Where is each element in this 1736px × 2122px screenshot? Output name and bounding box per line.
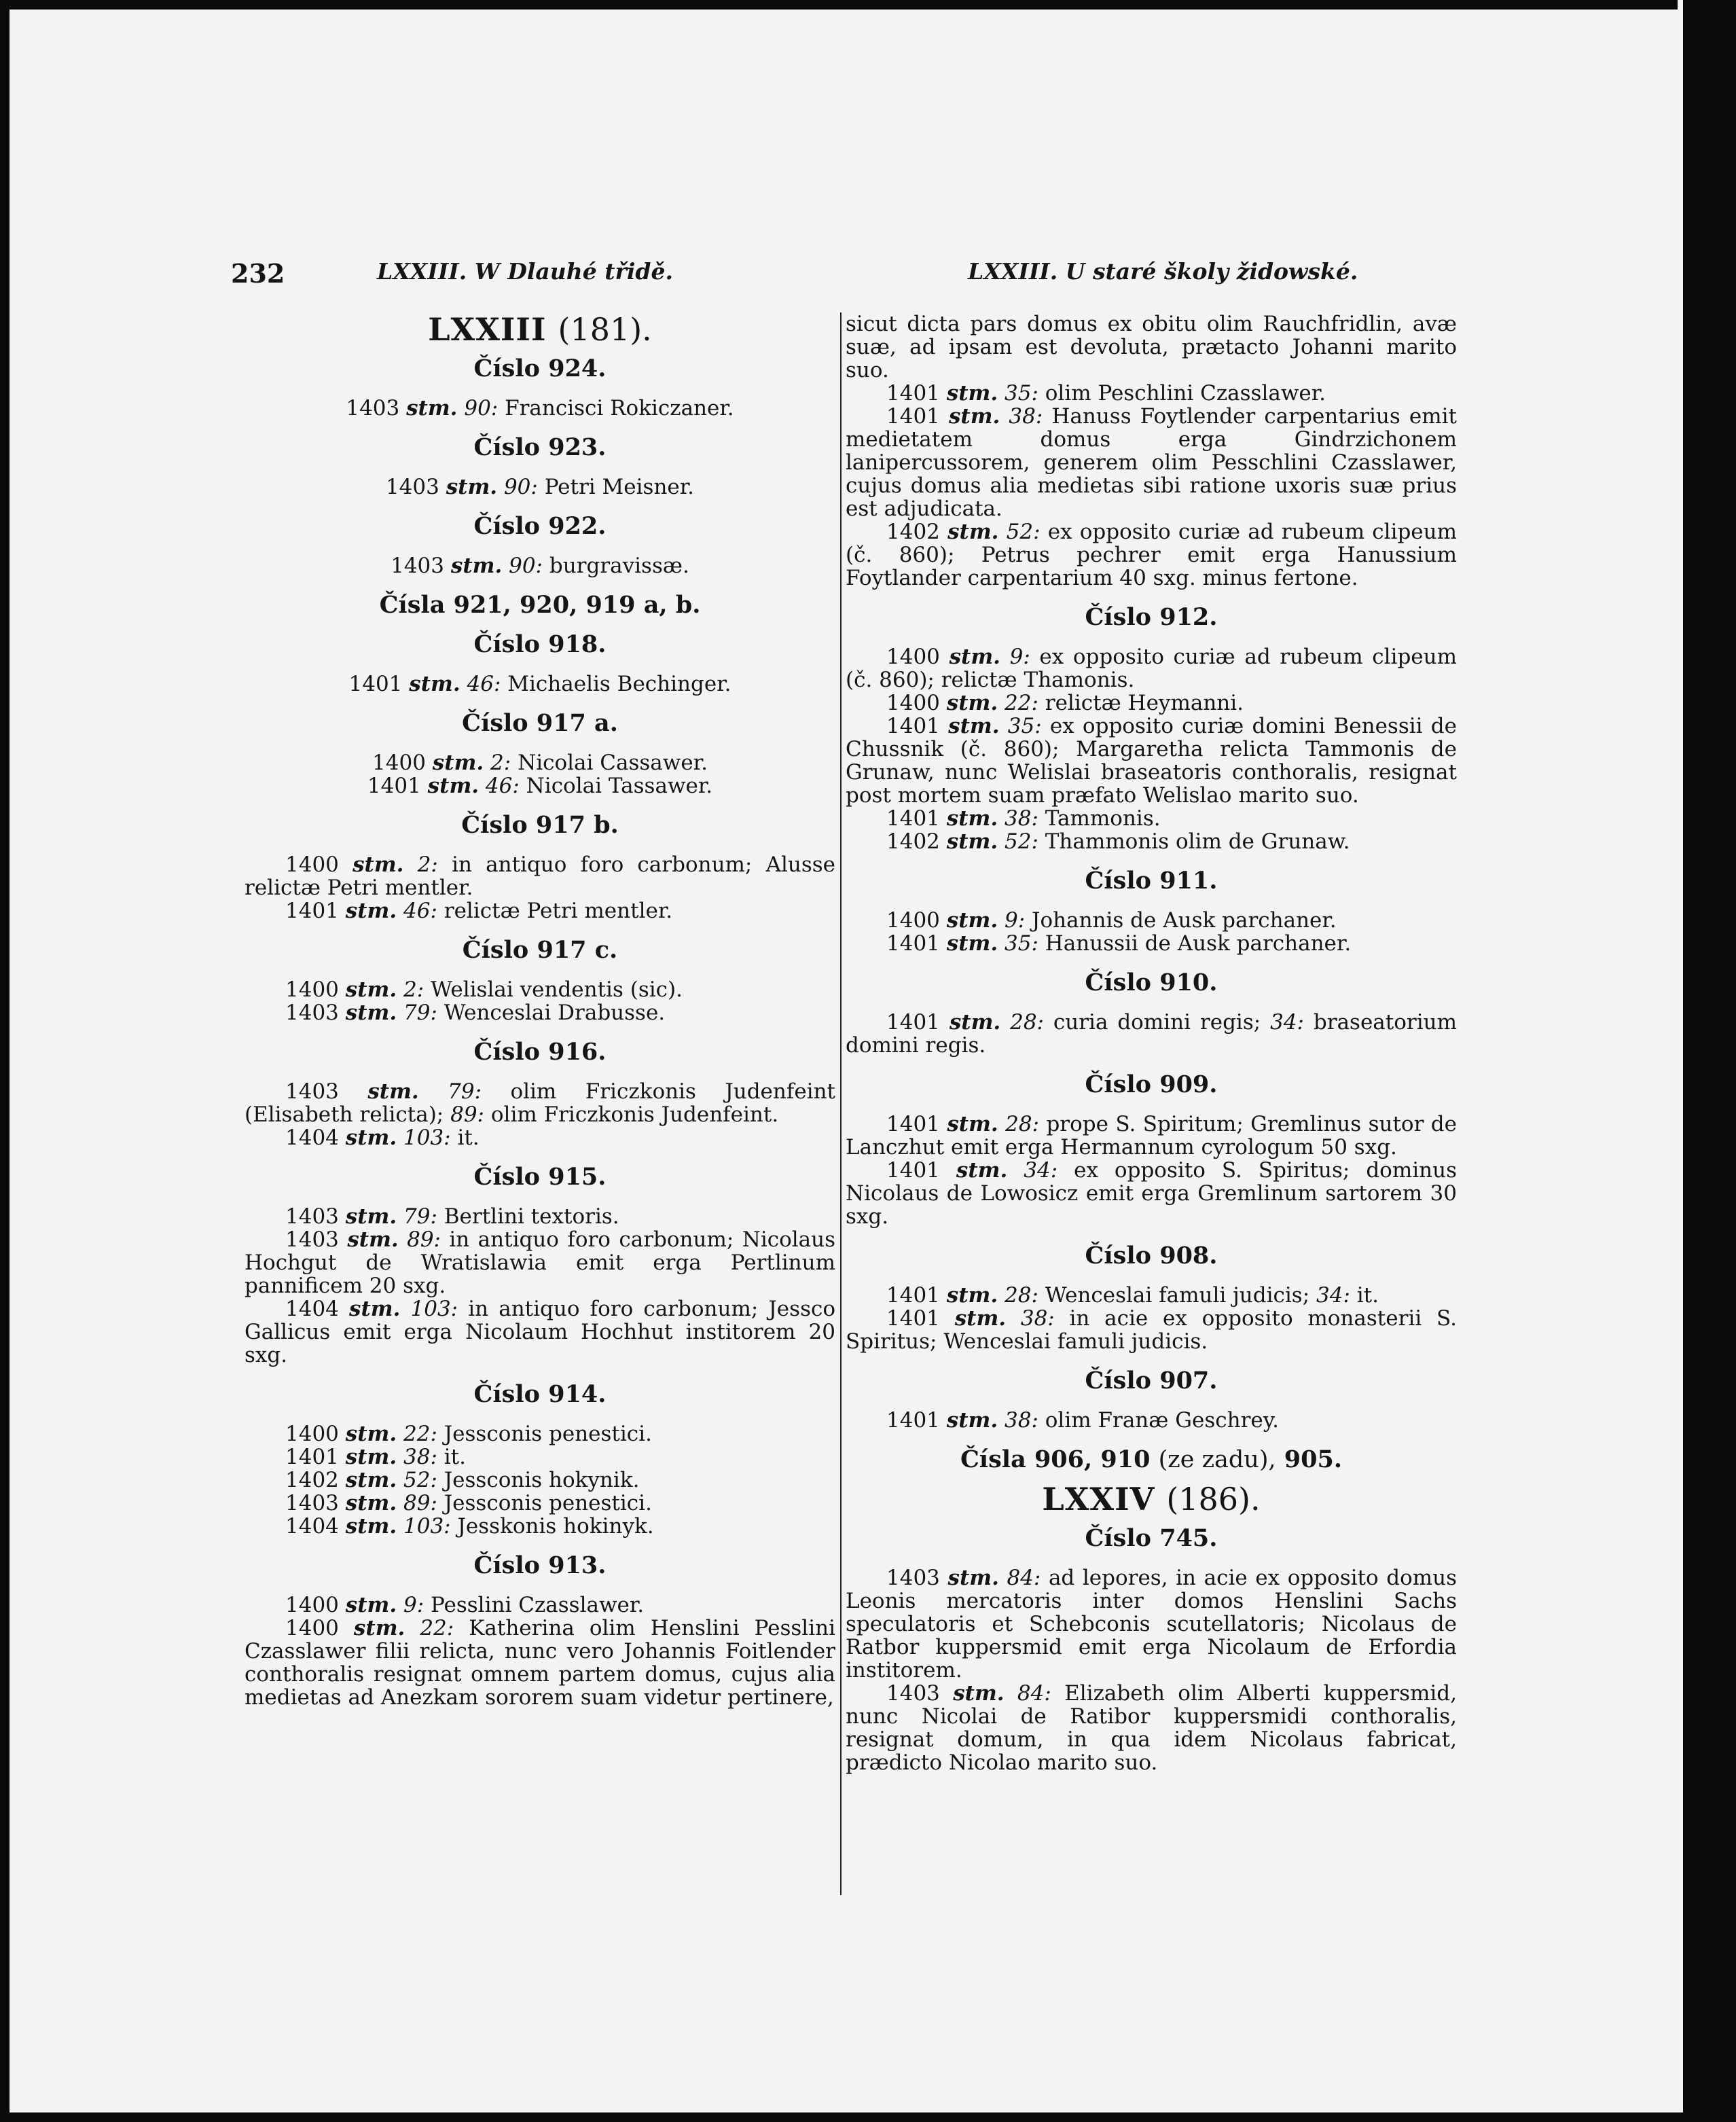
- entry-num: 84:: [1007, 1566, 1041, 1590]
- entry-923-1: [245, 475, 835, 499]
- entry-num: 9:: [1009, 645, 1030, 669]
- entry-num: 52:: [403, 1468, 437, 1492]
- heading-924: Číslo 924.: [473, 355, 607, 382]
- entry-stm: stm.: [345, 1422, 397, 1446]
- entry-stm: stm.: [345, 1514, 397, 1539]
- section-title-lxxiii: [245, 311, 835, 348]
- page-number: 232: [231, 258, 285, 289]
- heading-906-910-905: [846, 1445, 1457, 1473]
- heading-910: Číslo 910.: [1085, 969, 1218, 996]
- entry-num: 35:: [1007, 714, 1042, 738]
- entry-text: Thammonis olim de Grunaw.: [1045, 829, 1350, 854]
- entry-num: 38:: [1020, 1306, 1055, 1331]
- entry-num: 90:: [503, 475, 538, 499]
- entry-stm: stm.: [946, 1408, 998, 1433]
- entry-913-1: [245, 1594, 835, 1617]
- running-head-left: LXXIII. W Dlauhé třidě.: [377, 258, 673, 285]
- entry-917b-1: [245, 853, 835, 899]
- entry-num: 89:: [407, 1227, 441, 1252]
- entry-year: 1401: [886, 1283, 940, 1308]
- entry-num: 35:: [1005, 381, 1038, 406]
- entry-year: 1401: [886, 1408, 940, 1433]
- entry-stm: stm.: [432, 751, 484, 775]
- entry-stm: stm.: [949, 1010, 1001, 1035]
- entry-text-2: braseatorium domini regis.: [846, 1010, 1458, 1058]
- entry-stm: stm.: [349, 1297, 401, 1321]
- entry-year: 1403: [285, 1204, 339, 1229]
- entry-year: 1400: [886, 691, 940, 715]
- entry-year: 1403: [285, 1491, 339, 1515]
- heading-bold-b: 905.: [1284, 1445, 1343, 1473]
- entry-num: 22:: [1005, 691, 1038, 715]
- entry-num: 9:: [403, 1593, 424, 1617]
- entry-914-5: [245, 1515, 835, 1538]
- entry-stm: stm.: [345, 977, 397, 1002]
- entry-stm: stm.: [345, 1593, 397, 1617]
- entry-912-3: [846, 715, 1457, 807]
- entry-stm: stm.: [946, 931, 998, 956]
- entry-text: in antiquo foro carbonum; Jessco Gallicus emit erga Nicolaum Hochhut institorem 20 sxg.: [245, 1297, 835, 1367]
- entry-num: 46:: [467, 672, 501, 696]
- entry-year: 1403: [886, 1681, 940, 1706]
- entry-text: Wenceslai Drabusse.: [444, 1001, 666, 1025]
- entry-year: 1403: [346, 396, 400, 420]
- entry-text: Pesslini Czasslawer.: [431, 1593, 645, 1617]
- entry-text: Jessconis penestici.: [444, 1422, 652, 1446]
- page-bottom-border: [0, 2112, 1736, 2122]
- entry-745-1: [846, 1566, 1457, 1682]
- entry-num: 79:: [403, 1204, 437, 1229]
- entry-num: 2:: [490, 751, 511, 775]
- heading-909: Číslo 909.: [1085, 1071, 1218, 1098]
- entry-num: 79:: [403, 1001, 437, 1025]
- entry-text: Welislai vendentis (sic).: [431, 977, 683, 1002]
- entry-text: Jesskonis hokinyk.: [457, 1514, 654, 1539]
- entry-year: 1401: [886, 931, 940, 956]
- entry-914-3: [245, 1469, 835, 1492]
- entry-917b-2: [245, 899, 835, 922]
- entry-year: 1401: [285, 1445, 339, 1469]
- entry-year: 1404: [285, 1297, 339, 1321]
- left-column: [245, 312, 835, 1709]
- entry-text: Elizabeth olim Alberti kuppersmid, nunc Nicolai de Ratibor kuppersmidi conthoralis, resignat domum, in qua idem Nicolaus fabricat, prædicto Nicolao marito suo.: [846, 1681, 1457, 1775]
- entry-year: 1401: [886, 806, 940, 831]
- right-column: [846, 312, 1457, 1774]
- entry-text: Johannis de Ausk parchaner.: [1032, 908, 1337, 933]
- entry-num: 52:: [1006, 520, 1041, 544]
- entry-text: olim Franæ Geschrey.: [1045, 1408, 1280, 1433]
- entry-text: it.: [457, 1126, 480, 1150]
- entry-stm: stm.: [345, 1126, 397, 1150]
- entry-911-1: [846, 909, 1457, 932]
- entry-912-4: [846, 807, 1457, 830]
- entry-year: 1403: [391, 554, 445, 578]
- entry-stm: stm.: [409, 672, 460, 696]
- heading-914: Číslo 914.: [473, 1380, 607, 1408]
- heading-bold-a: Čísla 906, 910: [960, 1445, 1151, 1473]
- entry-num: 22:: [420, 1616, 454, 1640]
- entry-918-1: [245, 672, 835, 696]
- entry-text: Hanuss Foytlender carpentarius emit medietatem domus erga Gindrzichonem lanipercussorem, generem olim Pesschlini Czasslawer, cujus domus alia medietas sibi ratione uxoris suæ prius est adjudicata.: [846, 404, 1457, 521]
- entry-year: 1403: [285, 1079, 339, 1104]
- entry-text: olim Peschlini Czasslawer.: [1045, 381, 1326, 406]
- entry-text: ad lepores, in acie ex opposito domus Leonis mercatoris inter domos Henslini Sachs speculatoris et Schebconis scutellatoris; Nicolaus de Ratbor kuppersmid emit erga Nicolaum de Erfordia institorem.: [846, 1566, 1458, 1683]
- entry-text: Francisci Rokiczaner.: [505, 396, 734, 420]
- entry-year: 1400: [886, 645, 940, 669]
- entry-text: Petri Meisner.: [544, 475, 695, 499]
- entry-num: 103:: [403, 1126, 451, 1150]
- entry-num: 89:: [403, 1491, 437, 1515]
- entry-stm: stm.: [345, 1468, 397, 1492]
- entry-text: olim Friczkonis Judenfeint (Elisabeth relicta);: [245, 1079, 836, 1127]
- entry-num: 28:: [1005, 1283, 1038, 1308]
- heading-745: Číslo 745.: [1085, 1524, 1218, 1552]
- entry-text: in acie ex opposito monasterii S. Spiritus; Wenceslai famuli judicis.: [846, 1306, 1457, 1354]
- entry-text: in antiquo foro carbonum; Nicolaus Hochgut de Wratislawia emit erga Pertlinum pannificem 20 sxg.: [245, 1227, 836, 1298]
- entry-stm: stm.: [949, 645, 1000, 669]
- entry-text-2: olim Friczkonis Judenfeint.: [490, 1102, 779, 1127]
- entry-stm: stm.: [352, 852, 404, 877]
- entry-year: 1403: [285, 1227, 339, 1252]
- section-number: (181).: [558, 311, 652, 348]
- entry-913-2: [245, 1617, 835, 1709]
- entry-911-2: [846, 932, 1457, 955]
- entry-year: 1402: [886, 829, 940, 854]
- entry-year: 1401: [886, 1158, 940, 1183]
- entry-916-1: [245, 1080, 835, 1126]
- entry-924-1: [245, 397, 835, 420]
- entry-text: ex opposito curiæ ad rubeum clipeum (č. 860); relictæ Thamonis.: [846, 645, 1458, 692]
- entry-text: curia domini regis;: [1053, 1010, 1261, 1035]
- entry-year: 1402: [886, 520, 940, 544]
- entry-year: 1400: [285, 1593, 339, 1617]
- entry-year: 1400: [285, 1616, 339, 1640]
- entry-stm: stm.: [450, 554, 503, 578]
- entry-year: 1403: [886, 1566, 940, 1590]
- entry-stm: stm.: [345, 899, 397, 923]
- entry-year: 1400: [285, 1422, 339, 1446]
- entry-num: 38:: [1005, 806, 1038, 831]
- entry-year: 1400: [285, 852, 339, 877]
- entry-text: Jessconis penestici.: [444, 1491, 652, 1515]
- entry-text: Katherina olim Henslini Pesslini Czasslawer filii relicta, nunc vero Johannis Foitlender conthoralis resignat omnem partem domus, cujus alia medietas ad Anezkam sororem suam videtur pertinere,: [245, 1616, 836, 1710]
- entry-text: in antiquo foro carbonum; Alusse relictæ Petri mentler.: [245, 852, 835, 900]
- entry-913-5: [846, 520, 1457, 590]
- entry-text: Michaelis Bechinger.: [507, 672, 731, 696]
- entry-num: 38:: [1009, 404, 1043, 429]
- entry-num: 46:: [403, 899, 437, 923]
- entry-913-4: [846, 405, 1457, 520]
- entry-year: 1403: [285, 1001, 339, 1025]
- entry-num: 34:: [1024, 1158, 1058, 1183]
- entry-917a-1: [245, 751, 835, 774]
- entry-913-3: [846, 382, 1457, 405]
- heading-921-920-919: Čísla 921, 920, 919 a, b.: [379, 591, 701, 619]
- entry-year: 1401: [886, 1306, 940, 1331]
- entry-num: 9:: [1005, 908, 1026, 933]
- entry-text: Nicolai Cassawer.: [518, 751, 708, 775]
- heading-913: Číslo 913.: [473, 1551, 607, 1579]
- heading-908: Číslo 908.: [1085, 1242, 1218, 1270]
- entry-num: 22:: [403, 1422, 437, 1446]
- section-number: (186).: [1166, 1481, 1261, 1517]
- entry-stm: stm.: [946, 691, 998, 715]
- entry-stm: stm.: [345, 1204, 397, 1229]
- entry-num: 103:: [403, 1514, 451, 1539]
- heading-917a: Číslo 917 a.: [462, 709, 618, 737]
- entry-text-2: it.: [1356, 1283, 1379, 1308]
- entry-stm: stm.: [956, 1158, 1008, 1183]
- entry-year: 1401: [285, 899, 339, 923]
- entry-stm: stm.: [946, 829, 998, 854]
- entry-914-1: [245, 1422, 835, 1445]
- entry-908-1: [846, 1284, 1457, 1307]
- entry-stm: stm.: [367, 1079, 419, 1104]
- entry-year: 1401: [886, 404, 940, 429]
- entry-stm: stm.: [946, 1283, 998, 1308]
- entry-907-1: [846, 1409, 1457, 1432]
- entry-917c-1: [245, 978, 835, 1001]
- entry-915-1: [245, 1205, 835, 1228]
- entry-year: 1400: [285, 977, 339, 1002]
- entry-num: 2:: [403, 977, 424, 1002]
- section-title-lxxiv: [846, 1481, 1457, 1517]
- entry-year: 1404: [285, 1514, 339, 1539]
- entry-stm: stm.: [954, 1306, 1007, 1331]
- entry-year: 1400: [372, 751, 426, 775]
- entry-year: 1401: [367, 774, 421, 798]
- entry-year: 1401: [348, 672, 403, 696]
- continuation-913: sicut dicta pars domus ex obitu olim Rauchfridlin, avæ suæ, ad ipsam est devoluta, prætacto Johanni marito suo.: [846, 312, 1457, 382]
- entry-text: ex opposito curiæ ad rubeum clipeum (č. 860); Petrus pechrer emit erga Hanussium Foytlander carpentarium 40 sxg. minus fertone.: [846, 520, 1458, 590]
- entry-909-2: [846, 1159, 1457, 1228]
- entry-year: 1402: [285, 1468, 339, 1492]
- entry-912-1: [846, 645, 1457, 691]
- entry-stm: stm.: [946, 908, 998, 933]
- entry-914-2: [245, 1445, 835, 1469]
- entry-stm: stm.: [353, 1616, 405, 1640]
- entry-909-1: [846, 1113, 1457, 1159]
- heading-plain: (ze zadu),: [1158, 1446, 1276, 1473]
- entry-text: Hanussii de Ausk parchaner.: [1045, 931, 1352, 956]
- entry-year: 1401: [886, 381, 940, 406]
- entry-num-2: 89:: [450, 1102, 484, 1127]
- entry-num: 35:: [1005, 931, 1038, 956]
- entry-stm: stm.: [345, 1491, 397, 1515]
- heading-911: Číslo 911.: [1085, 867, 1218, 895]
- entry-text: Jessconis hokynik.: [444, 1468, 640, 1492]
- entry-num: 79:: [448, 1079, 482, 1104]
- entry-text: ex opposito curiæ domini Benessii de Chussnik (č. 860); Margaretha relicta Tammonis de Grunaw, nunc Welislai braseatoris conthoralis, resignat post mortem suam præfato Welislao marito suo.: [846, 714, 1457, 808]
- section-label: LXXIII: [428, 311, 547, 348]
- entry-908-2: [846, 1307, 1457, 1353]
- entry-num: 38:: [403, 1445, 437, 1469]
- entry-text: Nicolai Tassawer.: [526, 774, 713, 798]
- entry-year: 1404: [285, 1126, 339, 1150]
- heading-918: Číslo 918.: [473, 630, 607, 658]
- entry-914-4: [245, 1492, 835, 1515]
- heading-916: Číslo 916.: [473, 1038, 607, 1066]
- entry-text: Wenceslai famuli judicis;: [1045, 1283, 1310, 1308]
- heading-912: Číslo 912.: [1085, 603, 1218, 631]
- entry-text: it.: [444, 1445, 466, 1469]
- entry-912-5: [846, 830, 1457, 853]
- entry-num: 28:: [1010, 1010, 1044, 1035]
- entry-912-2: [846, 691, 1457, 715]
- entry-num: 38:: [1005, 1408, 1038, 1433]
- heading-922: Číslo 922.: [473, 512, 607, 540]
- entry-stm: stm.: [345, 1445, 397, 1469]
- page-edge-strip: [1678, 0, 1683, 2122]
- entry-year: 1400: [886, 908, 940, 933]
- entry-text: relictæ Heymanni.: [1045, 691, 1244, 715]
- entry-stm: stm.: [947, 520, 999, 544]
- entry-stm: stm.: [946, 381, 998, 406]
- column-divider: [840, 312, 842, 1895]
- entry-stm: stm.: [947, 1566, 999, 1590]
- entry-text: relictæ Petri mentler.: [444, 899, 673, 923]
- entry-916-2: [245, 1126, 835, 1149]
- entry-917a-2: [245, 774, 835, 797]
- entry-num: 84:: [1017, 1681, 1051, 1706]
- entry-text: Bertlini textoris.: [444, 1204, 619, 1229]
- entry-910-1: [846, 1011, 1457, 1057]
- entry-num: 28:: [1005, 1112, 1040, 1136]
- entry-915-2: [245, 1228, 835, 1297]
- entry-stm: stm.: [947, 1112, 998, 1136]
- entry-915-3: [245, 1297, 835, 1367]
- entry-year: 1401: [886, 714, 940, 738]
- entry-text: burgravissæ.: [549, 554, 689, 578]
- entry-year: 1401: [886, 1010, 940, 1035]
- entry-text: ex opposito S. Spiritus; dominus Nicolaus de Lowosicz emit erga Gremlinum sartorem 30 sxg.: [846, 1158, 1457, 1229]
- entry-stm: stm.: [427, 774, 480, 798]
- entry-745-2: [846, 1682, 1457, 1774]
- heading-923: Číslo 923.: [473, 433, 607, 461]
- entry-num: 90:: [464, 396, 499, 420]
- entry-num: 52:: [1005, 829, 1038, 854]
- entry-num-2: 34:: [1316, 1283, 1350, 1308]
- entry-year: 1403: [385, 475, 439, 499]
- entry-stm: stm.: [946, 806, 998, 831]
- running-head-right: LXXIII. U staré školy židowské.: [968, 258, 1358, 285]
- entry-text: prope S. Spiritum; Gremlinus sutor de Lanczhut emit erga Hermannum cyrologum 50 sxg.: [846, 1112, 1458, 1159]
- entry-stm: stm.: [948, 714, 1000, 738]
- entry-stm: stm.: [347, 1227, 399, 1252]
- heading-917c: Číslo 917 c.: [462, 936, 618, 964]
- entry-922-1: [245, 554, 835, 577]
- entry-num: 46:: [485, 774, 520, 798]
- entry-stm: stm.: [446, 475, 498, 499]
- entry-stm: stm.: [953, 1681, 1005, 1706]
- entry-stm: stm.: [948, 404, 1000, 429]
- entry-text: Tammonis.: [1045, 806, 1161, 831]
- heading-907: Číslo 907.: [1085, 1367, 1218, 1395]
- entry-year: 1401: [886, 1112, 940, 1136]
- heading-915: Číslo 915.: [473, 1163, 607, 1191]
- heading-917b: Číslo 917 b.: [461, 811, 619, 839]
- entry-stm: stm.: [345, 1001, 397, 1025]
- section-label: LXXIV: [1042, 1481, 1155, 1517]
- entry-num-2: 34:: [1270, 1010, 1304, 1035]
- entry-stm: stm.: [406, 396, 458, 420]
- entry-num: 103:: [410, 1297, 458, 1321]
- entry-num: 90:: [509, 554, 543, 578]
- entry-num: 2:: [417, 852, 438, 877]
- entry-917c-2: [245, 1001, 835, 1024]
